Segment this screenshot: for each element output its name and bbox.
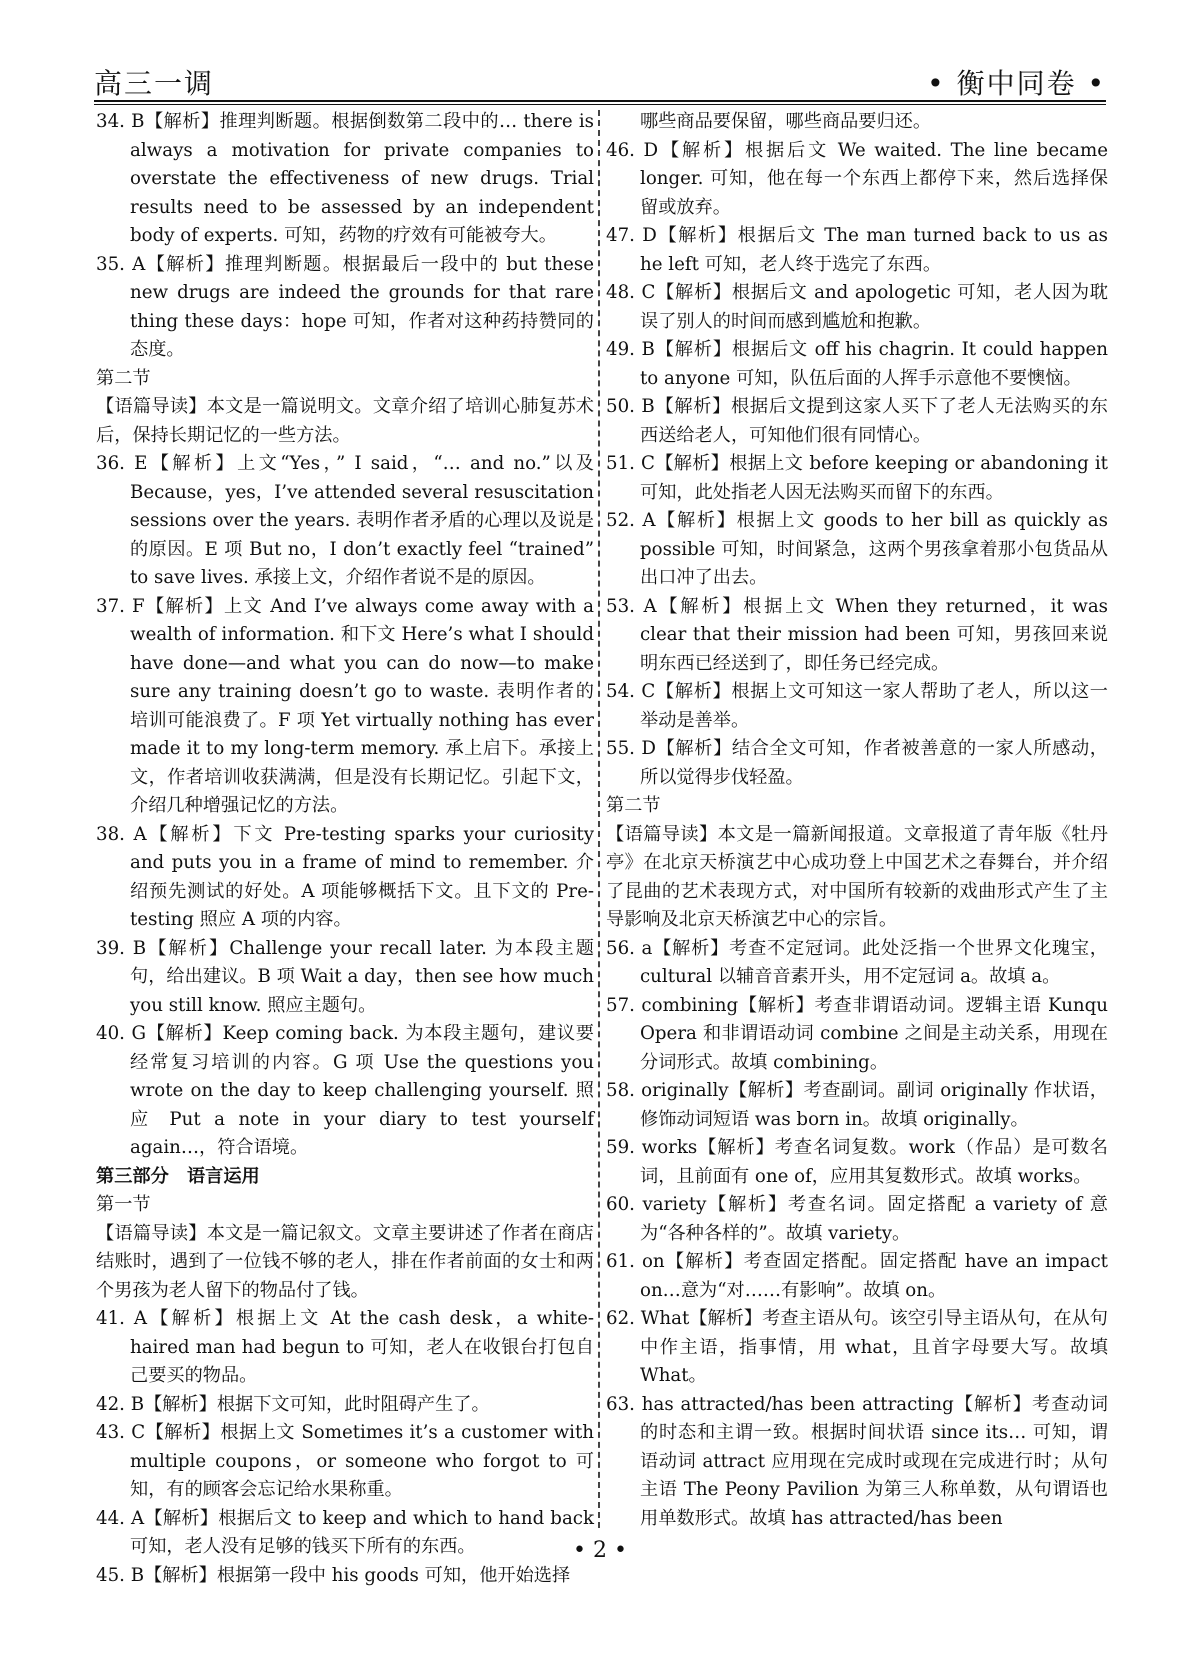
section-text: 【语篇导读】本文是一篇记叙文。文章主要讲述了作者在商店结账时，遇到了一位钱不够的老人，排在作者前面的女士和两个男孩为老人留下的物品付了钱。 [96, 1222, 594, 1301]
header-left-title: 高三一调 [94, 67, 215, 100]
answer-item: 52. A【解析】根据上文 goods to her bill as quickly as possible 可知，时间紧急，这两个男孩拿着那小包货品从出口冲了出去。 [606, 510, 1108, 588]
answer-item: 54. C【解析】根据上文可知这一家人帮助了老人，所以这一举动是善举。 [606, 681, 1108, 731]
page-number: • 2 • [573, 1538, 627, 1563]
answer-item: 57. combining【解析】考查非谓语动词。逻辑主语 Kunqu Opera 和非谓语动词 combine 之间是主动关系，用现在分词形式。故填 combining。 [606, 994, 1108, 1073]
page-header [94, 58, 1106, 98]
answer-item: 58. originally【解析】考查副词。副词 originally 作状语，修饰动词短语 was born in。故填 originally。 [606, 1080, 1108, 1130]
answer-item: 36. E【解析】上文“Yes，” I said，“… and no.”以及 Because，yes，I’ve attended several resuscitation sessions over the years. 表明作者矛盾的心理以及说是的原因。E 项 But no，I don’t exactly feel “trained” to save lives. 承接上文，介绍作者说不是的原因。 [96, 453, 594, 588]
answer-item: 43. C【解析】根据上文 Sometimes it’s a customer with multiple coupons，or someone who forgot to 可知，有的顾客会忘记给水果称重。 [96, 1422, 594, 1500]
answer-item: 34. B【解析】推理判断题。根据倒数第二段中的… there is always a motivation for private companies to overstate the effectiveness of new drugs. Trial results need to be assessed by an independent body of experts. 可知，药物的疗效有可能被夸大。 [96, 111, 594, 246]
answer-item: 51. C【解析】根据上文 before keeping or abandoning it 可知，此处指老人因无法购买而留下的东西。 [606, 453, 1108, 503]
answer-item: 35. A【解析】推理判断题。根据最后一段中的 but these new drugs are indeed the grounds for that rare thing these days：hope 可知，作者对这种药持赞同的态度。 [96, 253, 594, 360]
answer-item: 44. A【解析】根据后文 to keep and which to hand back 可知，老人没有足够的钱买下所有的东西。 [96, 1507, 594, 1557]
answer-item: 40. G【解析】Keep coming back. 为本段主题句，建议要经常复习培训的内容。G 项 Use the questions you wrote on the day to keep challenging yourself. 照应 Put a note in your diary to test yourself again…，符合语境。 [96, 1023, 594, 1158]
answer-item: 47. D【解析】根据后文 The man turned back to us as he left 可知，老人终于选完了东西。 [606, 225, 1108, 275]
section-text: 第三部分 语言运用 [96, 1165, 260, 1187]
answer-item: 41. A【解析】根据上文 At the cash desk，a white-haired man had begun to 可知，老人在收银台打包自己要买的物品。 [96, 1308, 594, 1386]
column-divider [598, 110, 600, 1528]
section-text: 第二节 [96, 367, 151, 389]
answer-item: 50. B【解析】根据后文提到这家人买下了老人无法购买的东西送给老人，可知他们很有同情心。 [606, 396, 1108, 446]
answer-item: 61. on【解析】考查固定搭配。固定搭配 have an impact on…意为“对……有影响”。故填 on。 [606, 1251, 1108, 1301]
answer-item: 45. B【解析】根据第一段中 his goods 可知，他开始选择 [96, 1564, 571, 1586]
answer-item: 60. variety【解析】考查名词。固定搭配 a variety of 意为“各种各样的”。故填 variety。 [606, 1194, 1108, 1244]
answer-item: 63. has attracted/has been attracting【解析】考查动词的时态和主谓一致。根据时间状语 since its… 可知，谓语动词 attract 应用现在完成时或现在完成进行时；从句主语 The Peony Pavilion 为第三人称单数，从句谓语也用单数形式。故填 has attracted/has been [606, 1393, 1108, 1529]
section-text: 【语篇导读】本文是一篇新闻报道。文章报道了青年版《牡丹亭》在北京天桥演艺中心成功登上中国艺术之春舞台，并介绍了昆曲的艺术表现方式，对中国所有较新的戏曲形式产生了主导影响及北京天桥演艺中心的宗旨。 [606, 823, 1108, 930]
answer-item: 48. C【解析】根据后文 and apologetic 可知，老人因为耽误了别人的时间而感到尴尬和抱歉。 [606, 282, 1108, 332]
answer-item: 39. B【解析】Challenge your recall later. 为本段主题句，给出建议。B 项 Wait a day，then see how much you still know. 照应主题句。 [96, 937, 594, 1016]
section-text: 哪些商品要保留，哪些商品要归还。 [640, 111, 932, 132]
section-text: 第一节 [96, 1194, 151, 1215]
answer-item: 62. What【解析】考查主语从句。该空引导主语从句，在从句中作主语，指事情，用 what，且首字母要大写。故填 What。 [606, 1308, 1108, 1386]
header-rule-thin [94, 104, 1106, 105]
answer-item: 55. D【解析】结合全文可知，作者被善意的一家人所感动，所以觉得步伐轻盈。 [606, 738, 1108, 788]
header-right-title: • 衡中同卷 • [927, 67, 1106, 100]
right-column [606, 108, 1108, 1533]
answer-item: 37. F【解析】上文 And I’ve always come away with a wealth of information. 和下文 Here’s what I should have done—and what you can do now—to make sure any training doesn’t go to waste. 表明作者的培训可能浪费了。F 项 Yet virtually nothing has ever made it to my long-term memory. 承上启下。承接上文，作者培训收获满满，但是没有长期记忆。引起下文，介绍几种增强记忆的方法。 [96, 595, 594, 816]
left-column [96, 108, 594, 1590]
answer-item: 53. A【解析】根据上文 When they returned，it was clear that their mission had been 可知，男孩回来说明东西已经送到了，即任务已经完成。 [606, 595, 1108, 674]
section-text: 第二节 [606, 795, 661, 816]
section-text: 【语篇导读】本文是一篇说明文。文章介绍了培训心肺复苏术后，保持长期记忆的一些方法。 [96, 396, 594, 446]
answer-item: 38. A【解析】下文 Pre-testing sparks your curiosity and puts you in a frame of mind to remember. 介绍预先测试的好处。A 项能够概括下文。且下文的 Pre-testing 照应 A 项的内容。 [96, 823, 594, 930]
answer-item: 56. a【解析】考查不定冠词。此处泛指一个世界文化瑰宝，cultural 以辅音音素开头，用不定冠词 a。故填 a。 [606, 937, 1108, 987]
header-rule-thick [94, 100, 1106, 102]
answer-item: 49. B【解析】根据后文 off his chagrin. It could happen to anyone 可知，队伍后面的人挥手示意他不要懊恼。 [606, 339, 1108, 389]
answer-item: 42. B【解析】根据下文可知，此时阻碍产生了。 [96, 1393, 490, 1415]
answer-item: 46. D【解析】根据后文 We waited. The line became longer. 可知，他在每一个东西上都停下来，然后选择保留或放弃。 [606, 139, 1108, 218]
answer-item: 59. works【解析】考查名词复数。work（作品）是可数名词，且前面有 one of，应用其复数形式。故填 works。 [606, 1137, 1108, 1187]
